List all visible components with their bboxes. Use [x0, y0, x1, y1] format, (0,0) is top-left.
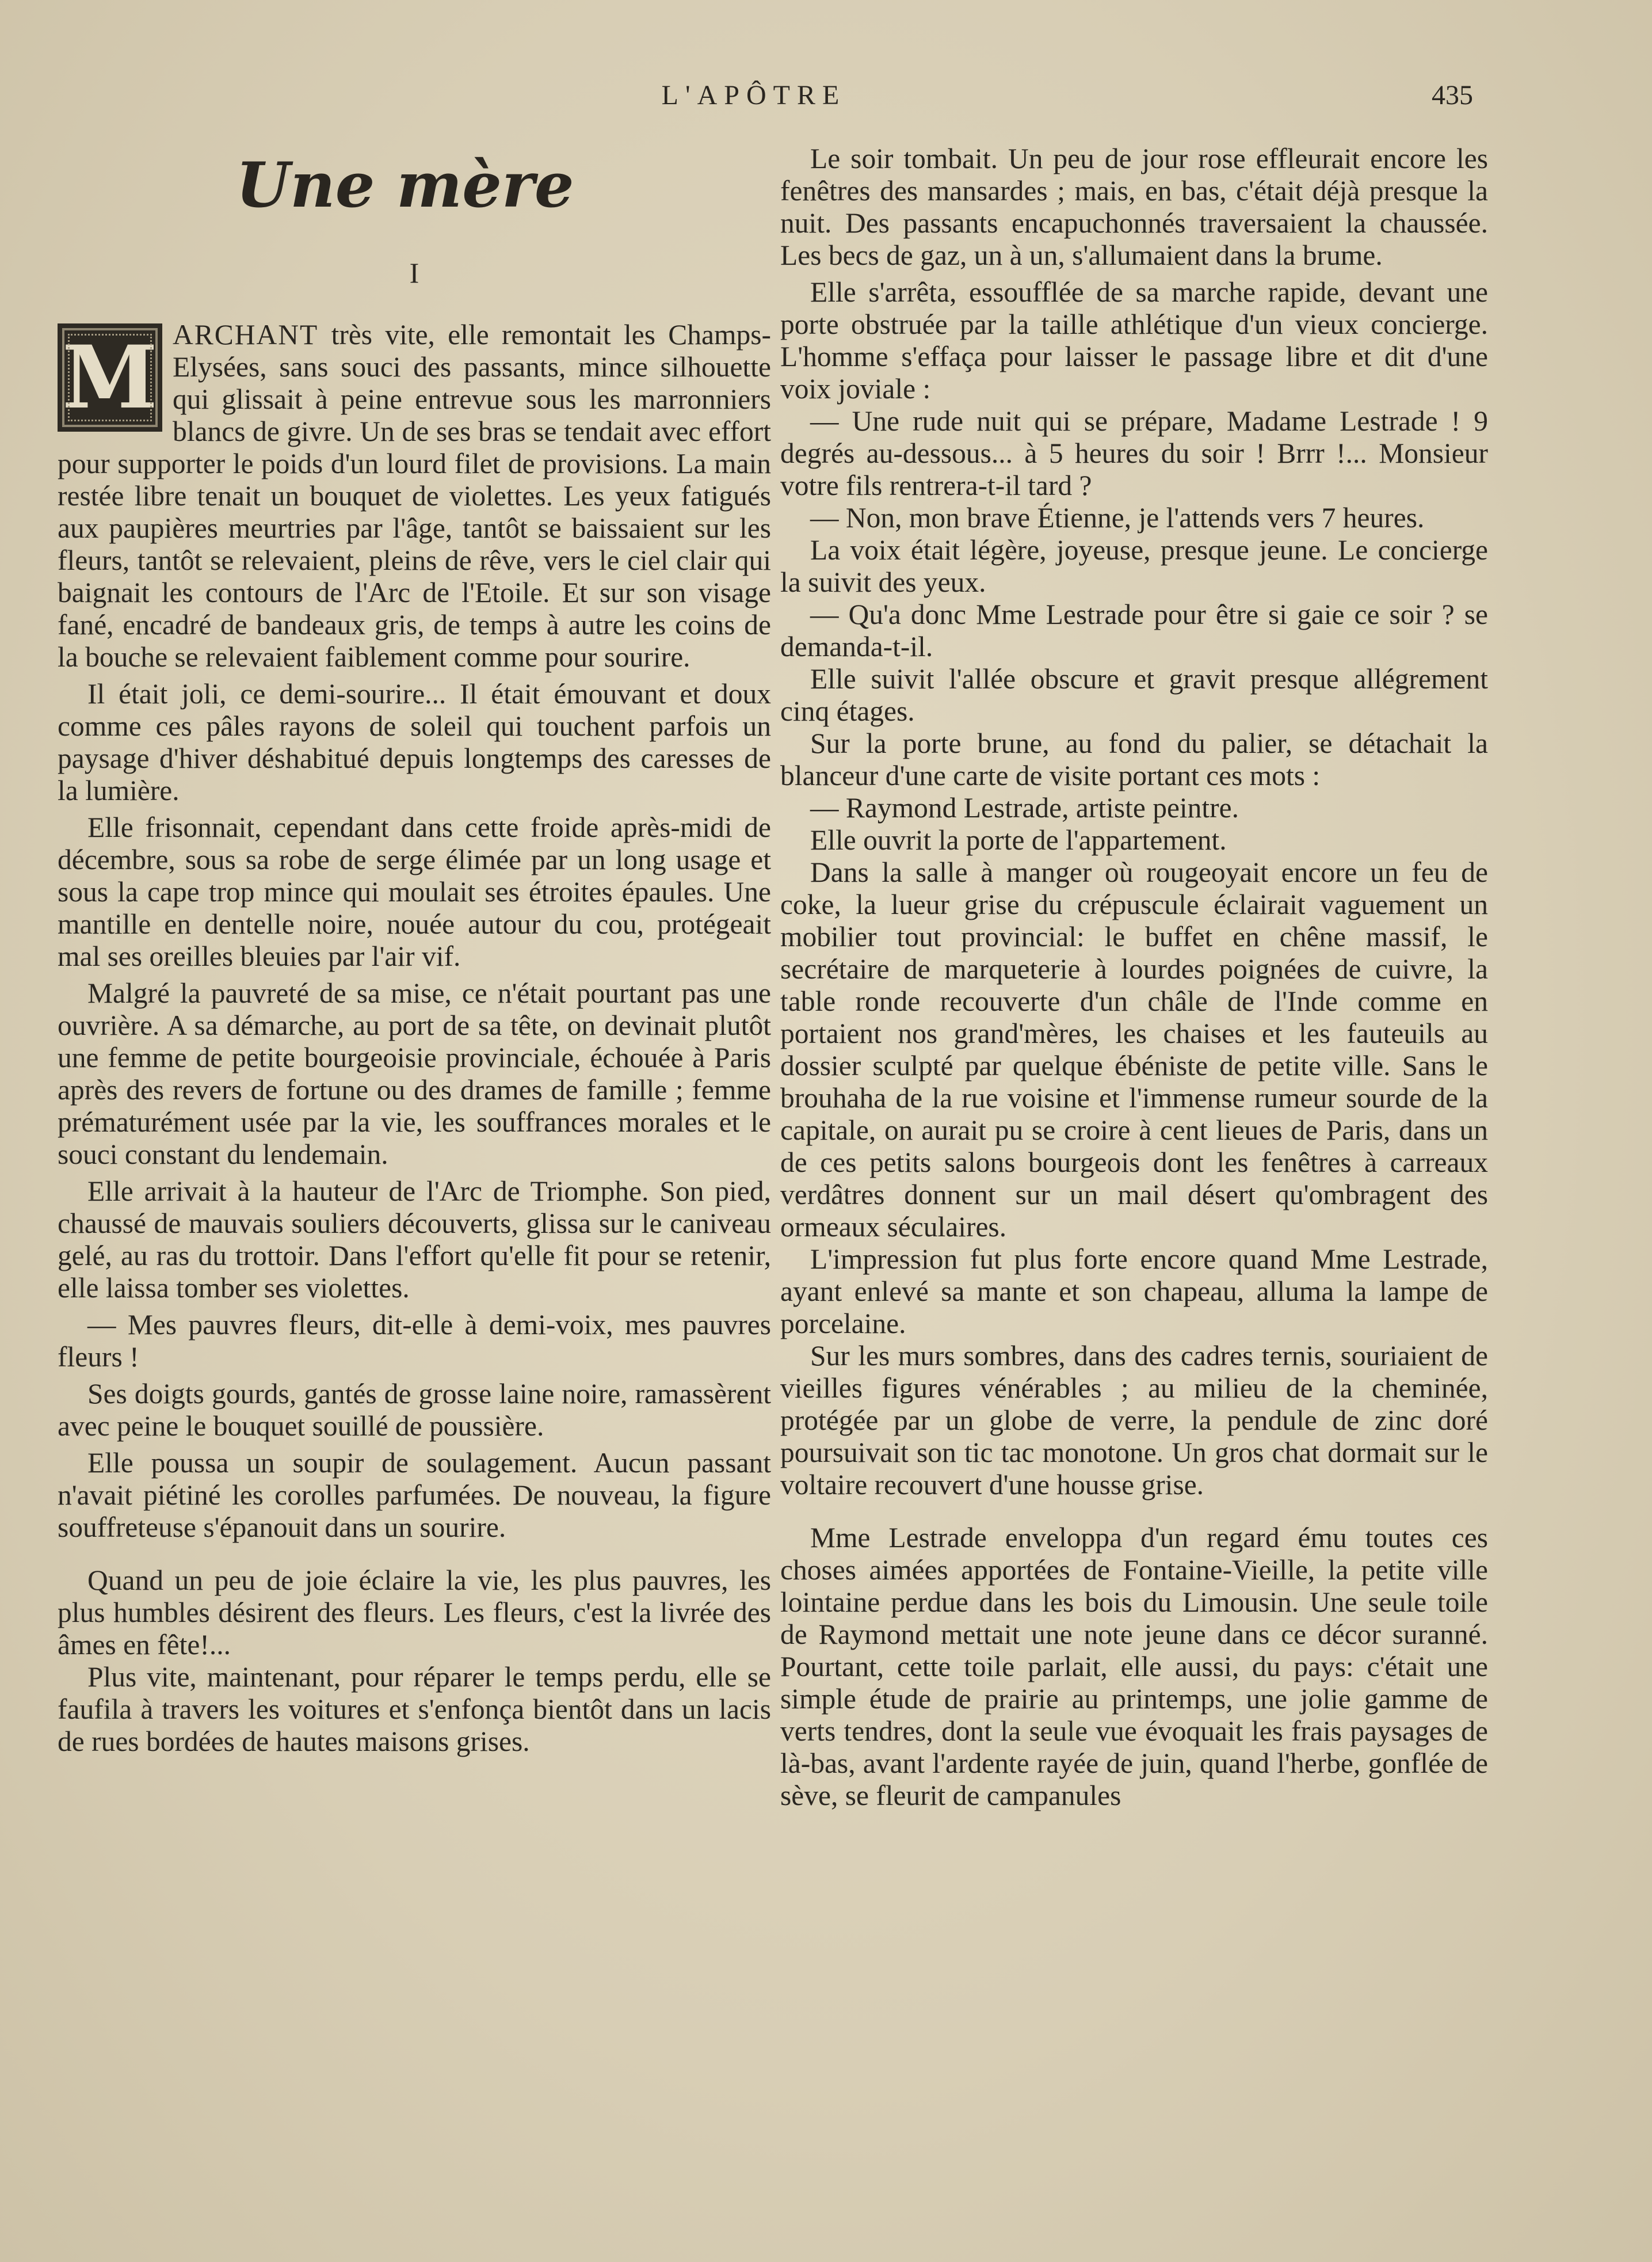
- running-title: L'APÔTRE: [661, 80, 846, 111]
- paragraph-20: Elle ouvrit la porte de l'appartement.: [810, 824, 1227, 856]
- paragraph-12: Elle s'arrêta, essoufflée de sa marche rapide, devant une porte obstruée par la taille athlétique d'un vieux concierge. L'homme s'effaça pour laisser le passage libre et dit d'une voix joviale :: [780, 276, 1488, 405]
- dropcap-ornament: [58, 323, 162, 432]
- paragraph-8: Elle poussa un soupir de soulagement. Aucun passant n'avait piétiné les corolles parfumées. De nouveau, la figure souffreteuse s'épanouit dans un sourire.: [58, 1447, 771, 1543]
- paragraph-10: Plus vite, maintenant, pour réparer le temps perdu, elle se faufila à travers les voitures et s'enfonça bientôt dans un lacis de rues bordées de hautes maisons grises.: [58, 1661, 771, 1757]
- paragraph-16: — Qu'a donc Mme Lestrade pour être si gaie ce soir ? se demanda-t-il.: [780, 599, 1488, 662]
- dropcap-border: [68, 334, 152, 421]
- paragraph-19: — Raymond Lestrade, artiste peintre.: [810, 792, 1239, 824]
- paragraph-24: Mme Lestrade enveloppa d'un regard ému toutes ces choses aimées apportées de Fontaine-Vieille, la petite ville lointaine perdue dans les bois du Limousin. Une seule toile de Raymond mettait une note jeune dans ce décor suranné. Pourtant, cette toile parlait, elle aussi, du pays: c'était une simple étude de prairie au printemps, une jolie gamme de verts tendres, dont la seule vue évoquait les frais paysages de là-bas, avant l'ardente rayée de juin, quand l'herbe, gonflée de sève, se fleurit de campanules: [780, 1522, 1488, 1811]
- paragraph-7: Ses doigts gourds, gantés de grosse laine noire, ramassèrent avec peine le bouquet souillé de poussière.: [58, 1378, 771, 1442]
- paragraph-9: Quand un peu de joie éclaire la vie, les plus pauvres, les plus humbles désirent des fleurs. Les fleurs, c'est la livrée des âmes en fête!...: [58, 1564, 771, 1661]
- first-word-rest: ARCHANT: [173, 319, 319, 351]
- paragraph-6: — Mes pauvres fleurs, dit-elle à demi-voix, mes pauvres fleurs !: [58, 1309, 771, 1373]
- paragraph-18: Sur la porte brune, au fond du palier, se détachait la blanceur d'une carte de visite portant ces mots :: [780, 728, 1488, 791]
- article-title: Une mère: [236, 149, 574, 222]
- paragraph-1: [58, 319, 771, 673]
- paragraph-13: — Une rude nuit qui se prépare, Madame Lestrade ! 9 degrés au-dessous... à 5 heures du soir ! Brrr !... Monsieur votre fils rentrera-t-il tard ?: [780, 405, 1488, 501]
- paragraph-4: Malgré la pauvreté de sa mise, ce n'était pourtant pas une ouvrière. A sa démarche, au port de sa tête, on devinait plutôt une femme de petite bourgeoisie provinciale, échouée à Paris après des revers de fortune ou des drames de famille ; femme prématurément usée par la vie, les souffrances morales et le souci constant du lendemain.: [58, 977, 771, 1170]
- paragraph-15: La voix était légère, joyeuse, presque jeune. Le concierge la suivit des yeux.: [780, 534, 1488, 598]
- paragraph-22: L'impression fut plus forte encore quand Mme Lestrade, ayant enlevé sa mante et son chapeau, alluma la lampe de porcelaine.: [780, 1243, 1488, 1339]
- paragraph-17: Elle suivit l'allée obscure et gravit presque allégrement cinq étages.: [780, 663, 1488, 727]
- page-number: 435: [1432, 80, 1473, 111]
- paragraph-23: Sur les murs sombres, dans des cadres ternis, souriaient de vieilles figures vénérables ; au milieu de la cheminée, protégée par un globe de verre, la pendule de zinc doré poursuivait son tic tac monotone. Un gros chat dormait sur le voltaire recouvert d'une housse grise.: [780, 1340, 1488, 1501]
- paragraph-2: Il était joli, ce demi-sourire... Il était émouvant et doux comme ces pâles rayons de soleil qui touchent parfois un paysage d'hiver déshabitué depuis longtemps des caresses de la lumière.: [58, 678, 771, 806]
- dropcap-letter: M: [62, 327, 158, 428]
- paragraph-5: Elle arrivait à la hauteur de l'Arc de Triomphe. Son pied, chaussé de mauvais souliers découverts, glissa sur le caniveau gelé, au ras du trottoir. Dans l'effort qu'elle fit pour se retenir, elle laissa tomber ses violettes.: [58, 1175, 771, 1304]
- paragraph-11: Le soir tombait. Un peu de jour rose effleurait encore les fenêtres des mansardes ; mais, en bas, c'était déjà presque la nuit. Des passants encapuchonnés traversaient la chaussée. Les becs de gaz, un à un, s'allumaient dans la brume.: [780, 143, 1488, 271]
- left-column: [58, 150, 771, 1758]
- paragraph-21: Dans la salle à manger où rougeoyait encore un feu de coke, la lueur grise du crépuscule éclairait vaguement un mobilier tout provincial: le buffet en chêne massif, le secrétaire de marqueterie à lourdes poignées de cuivre, la table ronde recouverte d'un châle de l'Inde comme en portaient nos grand'mères, les chaises et les fauteuils au dossier sculpté par quelque ébéniste de petite ville. Sans le brouhaha de la rue voisine et l'immense rumeur sourde de la capitale, on aurait pu se croire à cent lieues de Paris, dans un de ces petits salons bourgeois dont les fenêtres à carreaux verdâtres donnent sur un mail désert qu'ombragent des ormeaux séculaires.: [780, 856, 1488, 1243]
- paragraph-14: — Non, mon brave Étienne, je l'attends vers 7 heures.: [810, 502, 1425, 534]
- paragraph-1-text: très vite, elle remontait les Champs-Elysées, sans souci des passants, mince silhouette qui glissait à peine entrevue sous les marronniers blancs de givre. Un de ses bras se tendait avec effort pour supporter le poids d'un lourd filet de provisions. La main restée libre tenait un bouquet de violettes. Les yeux fatigués aux paupières meurtries par l'âge, tantôt se baissaient sur les fleurs, tantôt se relevaient, pleins de rêve, vers le ciel clair qui baignait les contours de l'Arc de l'Etoile. Et sur son visage fané, encadré de bandeaux gris, de temps à autre les coins de la bouche se relevaient faiblement comme pour sourire.: [58, 319, 771, 673]
- section-numeral: I: [409, 257, 419, 289]
- right-column: [780, 143, 1488, 1812]
- paragraph-3: Elle frisonnait, cependant dans cette froide après-midi de décembre, sous sa robe de serge élimée par un long usage et sous la cape trop mince qui moulait ses étroites épaules. Une mantille en dentelle noire, nouée autour du cou, protégeait mal ses oreilles bleuies par l'air vif.: [58, 812, 771, 972]
